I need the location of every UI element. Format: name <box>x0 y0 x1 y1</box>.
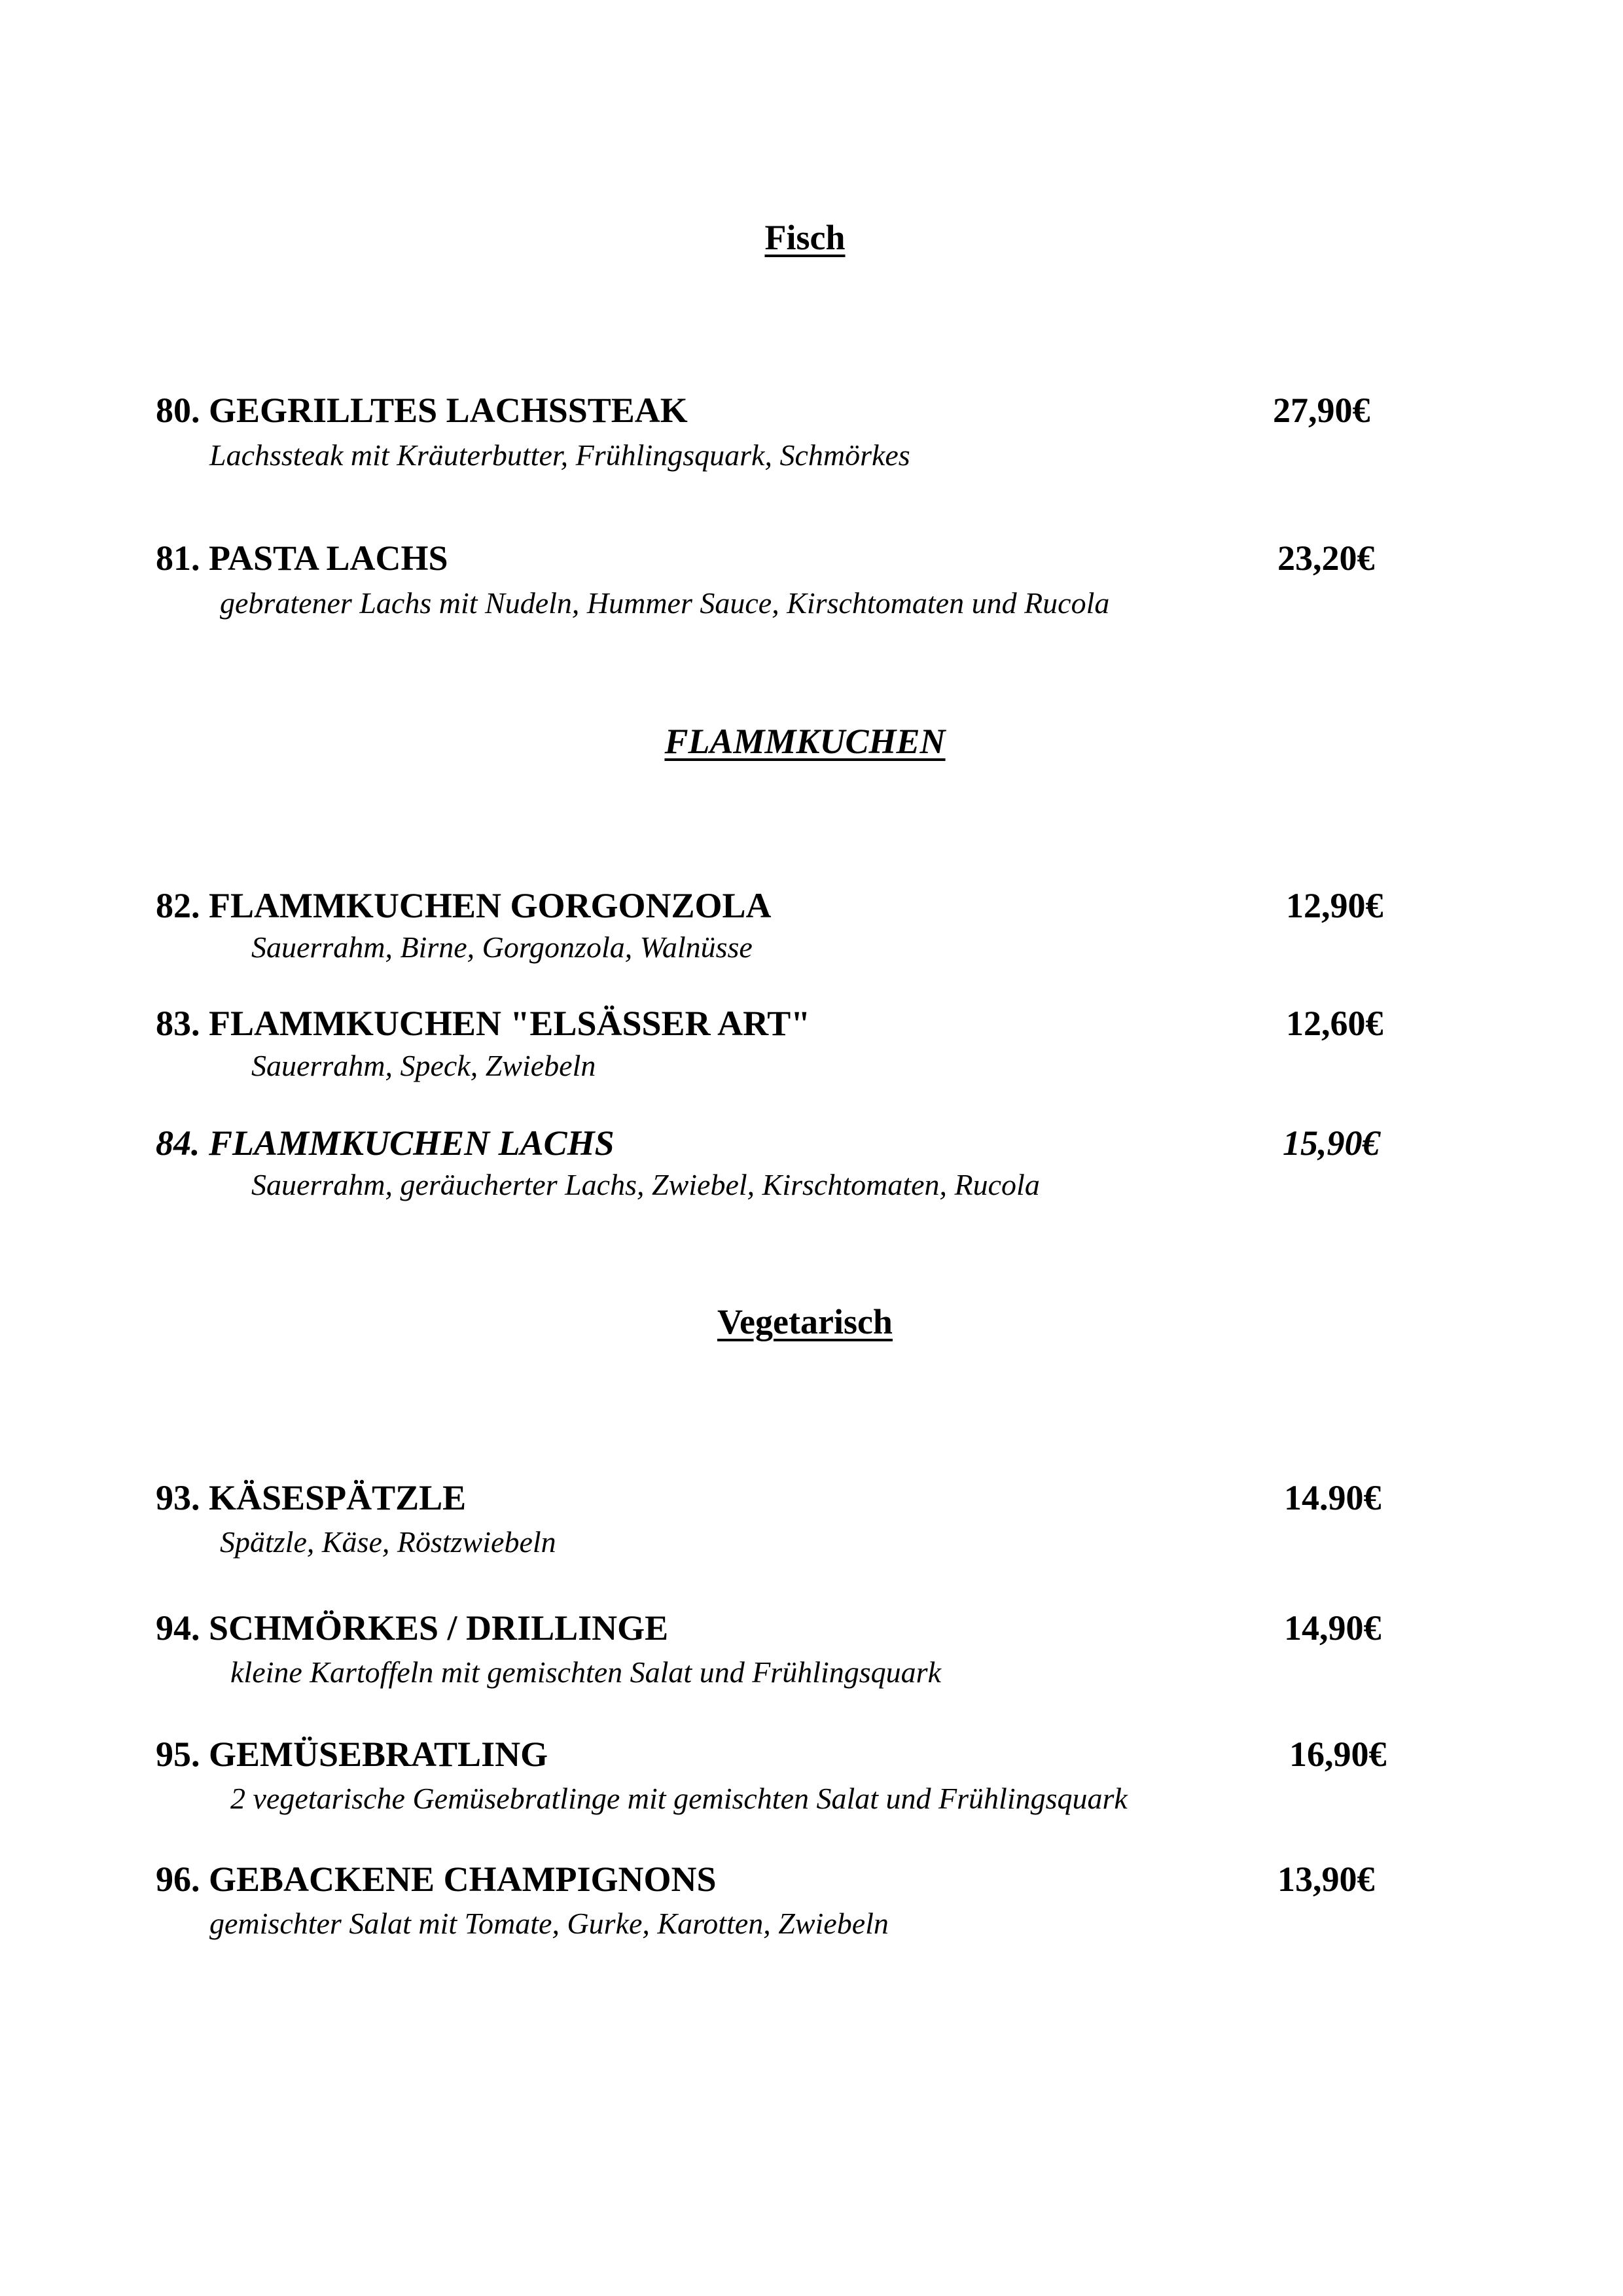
menu-item-title: 94. SCHMÖRKES / DRILLINGE <box>156 1608 669 1648</box>
menu-item-description: 2 vegetarische Gemüsebratlinge mit gemischten Salat und Frühlingsquark <box>230 1782 1128 1815</box>
section-heading-flammkuchen: FLAMMKUCHEN <box>664 722 946 761</box>
menu-item-title: 81. PASTA LACHS <box>156 539 448 578</box>
menu-item-price: 14.90€ <box>1284 1478 1382 1517</box>
menu-item-description: Sauerrahm, Birne, Gorgonzola, Walnüsse <box>251 930 753 964</box>
menu-item-price: 16,90€ <box>1289 1735 1387 1774</box>
menu-item-title: 80. GEGRILLTES LACHSSTEAK <box>156 391 688 430</box>
menu-item-description: Sauerrahm, geräucherter Lachs, Zwiebel, Kirschtomaten, Rucola <box>251 1168 1040 1201</box>
menu-item-title: 82. FLAMMKUCHEN GORGONZOLA <box>156 886 772 925</box>
menu-item-description: gebratener Lachs mit Nudeln, Hummer Sauce, Kirschtomaten und Rucola <box>220 586 1110 620</box>
menu-item-title: 96. GEBACKENE CHAMPIGNONS <box>156 1860 717 1899</box>
menu-item-price: 23,20€ <box>1277 539 1375 578</box>
menu-item-description: kleine Kartoffeln mit gemischten Salat und Frühlingsquark <box>230 1655 941 1689</box>
section-heading-fisch: Fisch <box>764 218 846 257</box>
menu-item-price: 13,90€ <box>1277 1860 1375 1899</box>
menu-item-title: 93. KÄSESPÄTZLE <box>156 1478 467 1517</box>
menu-item-title: 84. FLAMMKUCHEN LACHS <box>156 1123 615 1163</box>
menu-item-description: Spätzle, Käse, Röstzwiebeln <box>220 1525 556 1559</box>
menu-item-price: 14,90€ <box>1284 1608 1382 1648</box>
menu-item-description: Lachssteak mit Kräuterbutter, Frühlingsquark, Schmörkes <box>209 438 910 472</box>
menu-item-title: 83. FLAMMKUCHEN "ELSÄSSER ART" <box>156 1004 811 1043</box>
menu-item-description: Sauerrahm, Speck, Zwiebeln <box>251 1049 596 1082</box>
menu-item-price: 12,60€ <box>1286 1004 1383 1043</box>
menu-item-title: 95. GEMÜSEBRATLING <box>156 1735 548 1774</box>
menu-item-price: 27,90€ <box>1273 391 1370 430</box>
menu-item-price: 15,90€ <box>1283 1123 1380 1163</box>
section-heading-vegetarisch: Vegetarisch <box>717 1302 893 1341</box>
menu-item-price: 12,90€ <box>1286 886 1383 925</box>
menu-item-description: gemischter Salat mit Tomate, Gurke, Karotten, Zwiebeln <box>209 1907 889 1940</box>
